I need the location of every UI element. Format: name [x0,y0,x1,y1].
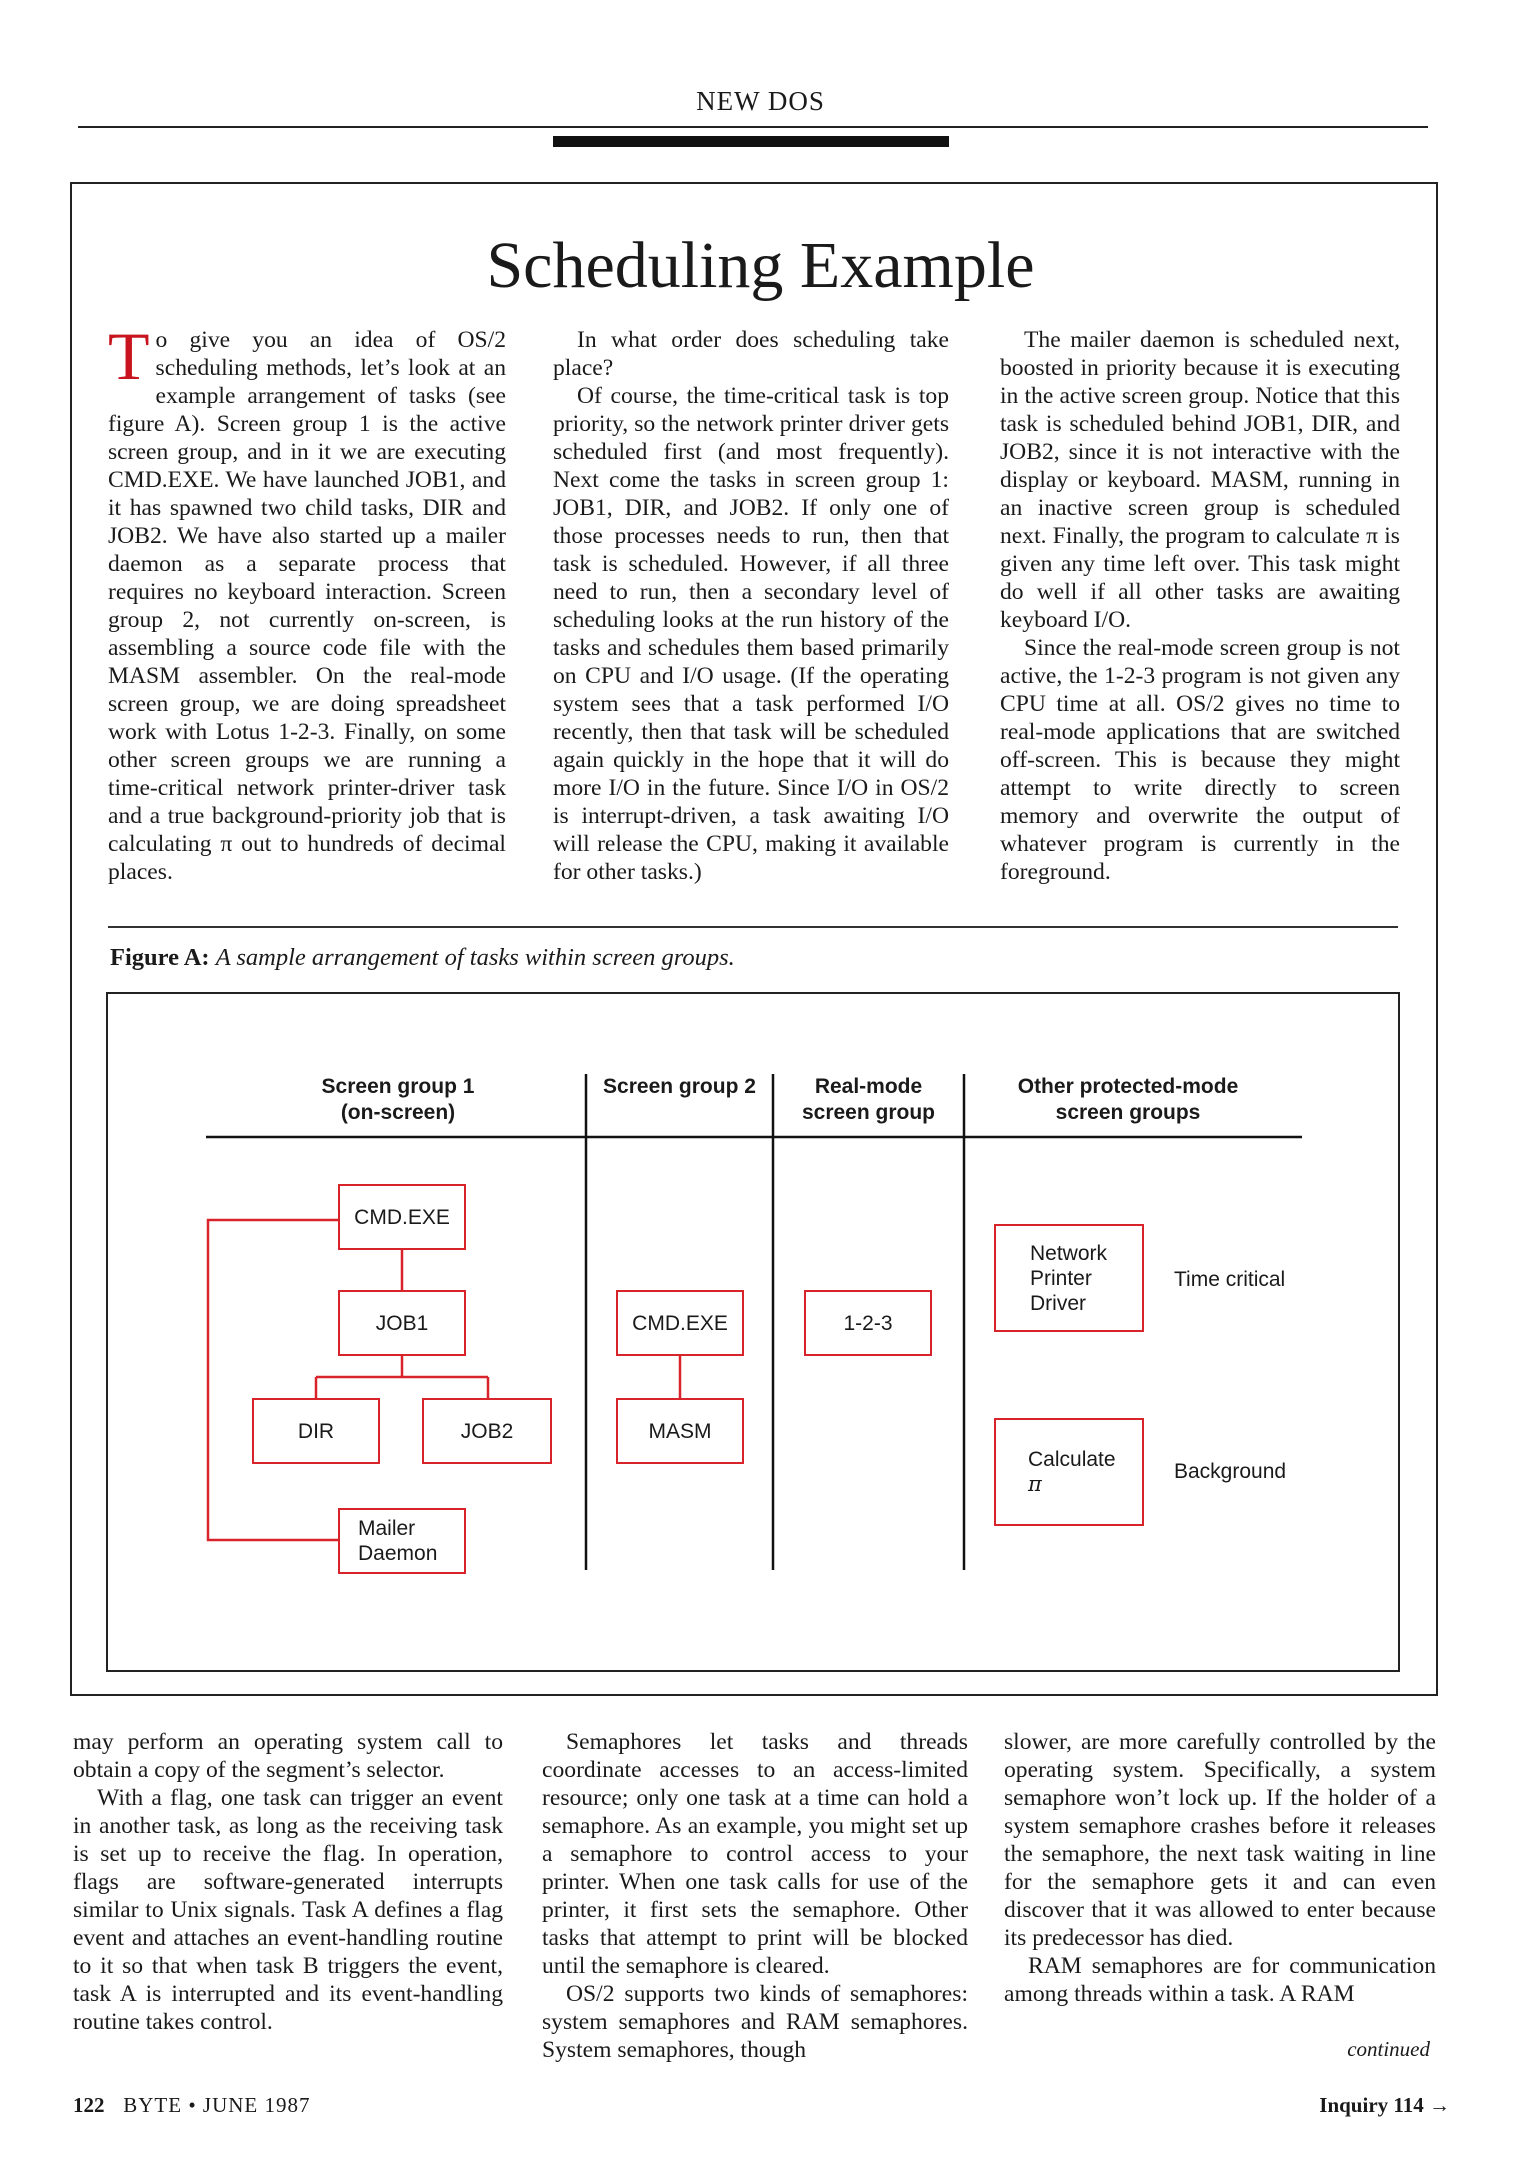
sidebar-paragraph: Of course, the time-critical task is top priority, so the network printer driver gets scheduled first (and most frequently). Next come the tasks in screen group 1: JOB1, DIR, and JOB2. If only one of those processes needs to run, then that task is scheduled. However, if all three need to run, then a secondary level of scheduling looks at the run history of the tasks and schedules them based primarily on CPU and I/O usage. (If the operating system sees that a task performed I/O recently, then that task will be scheduled again quickly in the hope that it will do more I/O in the future. Since I/O in OS/2 is interrupt-driven, a task awaiting I/O will release the CPU, making it available for other tasks.) [553,383,949,885]
box-cmd-exe-2: CMD.EXE [616,1290,744,1356]
sidebar-paragraph: Since the real-mode screen group is not active, the 1-2-3 program is not given any CPU time at all. OS/2 gives no time to real-mode applications that are switched off-screen. This is because they might attempt to write directly to screen memory and overwrite the output of whatever program is currently in the foreground. [1000,635,1400,885]
box-dir: DIR [252,1398,380,1464]
header-real-mode: Real-mode screen group [801,1075,936,1124]
article-paragraph: With a flag, one task can trigger an event in another task, as long as the receiving task is set up to receive the flag. In operation, flags are software-generated interrupts similar to Unix signals. Task A defines a flag event and attaches an event-handling routine to it so that when task B triggers the event, task A is interrupted and its event-handling routine takes control. [73,1785,503,2035]
article-paragraph: OS/2 supports two kinds of semaphores: system semaphores and RAM semaphores. System semaphores, though [542,1981,968,2063]
article-paragraph: may perform an operating system call to obtain a copy of the segment’s selector. [73,1729,503,1783]
inquiry-number: Inquiry 114 → [1319,2093,1450,2117]
figure-a-diagram [106,992,1400,1672]
sidebar-column-1 [108,318,506,886]
sidebar-title: Scheduling Example [486,229,1035,302]
figure-caption [110,944,735,972]
sidebar-paragraph: In what order does scheduling take place? [553,327,949,381]
sidebar-divider [108,926,1398,928]
sidebar-paragraph: The mailer daemon is scheduled next, boosted in priority because it is executing in the active screen group. Notice that this task is scheduled behind JOB1, DIR, and JOB2, since it is not interactive with the display or keyboard. MASM, running in an inactive screen group is scheduled next. Finally, the program to calculate π is given any time left over. This task might do well if all other tasks are awaiting keyboard I/O. [1000,327,1400,633]
label-time-critical: Time critical [1174,1268,1286,1291]
article-paragraph: RAM semaphores are for communication among threads within a task. A RAM [1004,1953,1436,2007]
box-network-printer-driver: Network Printer Driver [994,1224,1144,1332]
box-job2: JOB2 [422,1398,552,1464]
continued-note: continued [1347,2037,1430,2061]
header-bar [553,136,949,147]
header-screen-group-1: Screen group 1 (on-screen) [321,1075,475,1124]
box-lotus-1-2-3: 1-2-3 [804,1290,932,1356]
article-column-2 [542,1728,968,2064]
box-job1: JOB1 [338,1290,466,1356]
figure-label: Figure A: [110,944,210,971]
running-header: NEW DOS [696,86,825,116]
sidebar-column-2 [553,326,949,886]
box-cmd-exe-1: CMD.EXE [338,1184,466,1250]
drop-cap: T [108,318,150,394]
box-masm: MASM [616,1398,744,1464]
page-footer [73,2093,311,2118]
article-column-1 [73,1728,503,2036]
box-calculate-pi: Calculate π [994,1418,1144,1526]
sidebar-paragraph: o give you an idea of OS/2 scheduling methods, let’s look at an example arrangement of tasks (see figure A). Screen group 1 is the active screen group, and in it we are executing CMD.EXE. We have launched JOB1, and it has spawned two child tasks, DIR and JOB2. We have also started up a mailer daemon as a separate process that requires no keyboard interaction. Screen group 2, not currently on-screen, is assembling a source code file with the MASM assembler. On the real-mode screen group, we are doing spreadsheet work with Lotus 1-2-3. Finally, on some other screen groups we are running a time-critical network printer-driver task and a true background-priority job that is calculating π out to hundreds of decimal places. [108,327,506,885]
header-rule [78,126,1428,128]
header-screen-group-2: Screen group 2 [603,1075,756,1098]
box-mailer-daemon: Mailer Daemon [338,1508,466,1574]
article-paragraph: slower, are more carefully controlled by the operating system. Specifically, a system semaphore won’t lock up. If the holder of a system semaphore crashes before it releases the semaphore, the next task waiting in line for the semaphore gets it and can even discover that it was allowed to enter because its predecessor has died. [1004,1729,1436,1951]
page-number: 122 [73,2093,105,2117]
sidebar-column-3 [1000,326,1400,886]
figure-caption-text: A sample arrangement of tasks within screen groups. [215,944,735,971]
header-other-groups: Other protected-mode screen groups [1017,1075,1239,1124]
article-column-3 [1004,1728,1436,2008]
label-background: Background [1174,1460,1287,1483]
publication-info: BYTE • JUNE 1987 [123,2093,311,2117]
connector-cmd-mailer [208,1220,338,1540]
article-paragraph: Semaphores let tasks and threads coordinate accesses to an access-limited resource; only one task at a time can hold a semaphore. As an example, you might set up a semaphore to control access to your printer. When one task calls for use of the printer, it first sets the semaphore. Other tasks that attempt to print will be blocked until the semaphore is cleared. [542,1729,968,1979]
